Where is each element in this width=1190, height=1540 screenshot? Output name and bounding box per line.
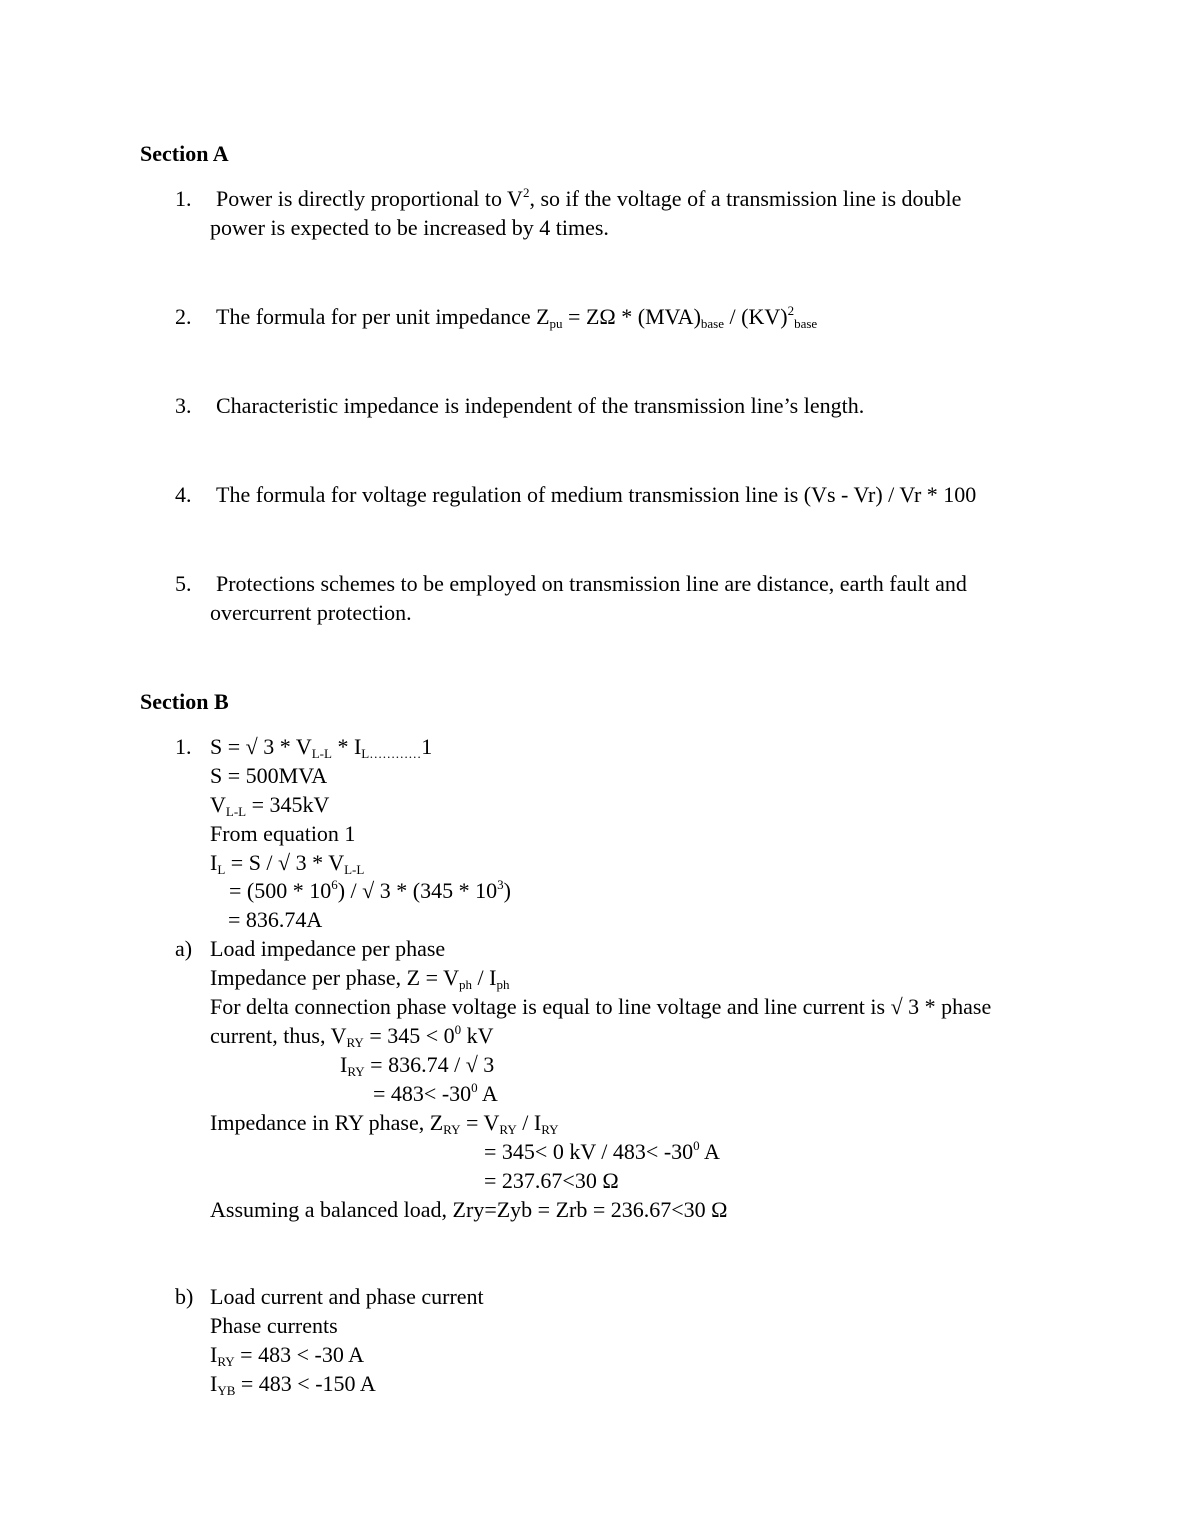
eq-subscript: L-L [225, 804, 247, 819]
equation-line [210, 790, 329, 819]
eq-subscript: L [217, 862, 226, 877]
eq-text: A [699, 1139, 720, 1164]
eq-subscript: RY [541, 1122, 559, 1137]
formula-subscript: base [700, 316, 725, 331]
eq-text: * I [331, 734, 362, 759]
eq-superscript: 3 [497, 877, 504, 892]
eq-text: = 345< 0 kV / 483< -30 [484, 1139, 694, 1164]
eq-text: S = √ 3 * V [210, 734, 312, 759]
formula-superscript: 2 [787, 303, 795, 318]
item-a1-text-cont: , so if the voltage of a transmission line is double [529, 186, 962, 211]
item-a1-line1 [216, 184, 961, 213]
section-a-heading: Section A [140, 141, 229, 166]
item-a5-line2: overcurrent protection. [210, 600, 412, 625]
eq-subscript: L-L [344, 862, 365, 877]
equation-line [340, 1050, 494, 1079]
eq-subscript: RY [217, 1354, 235, 1369]
item-b1-number: 1. [175, 734, 192, 759]
eq-subscript: RY [346, 1035, 364, 1050]
item-a1-superscript: 2 [522, 185, 530, 200]
eq-subscript: ph [459, 977, 473, 992]
eq-text: = 483 < -150 A [235, 1371, 376, 1396]
item-a1-number: 1. [175, 186, 192, 211]
eq-text: I [210, 1342, 218, 1367]
formula-text: = ZΩ * (MVA) [562, 304, 701, 329]
eq-superscript: 6 [331, 877, 338, 892]
equation-line: = 237.67<30 Ω [484, 1168, 619, 1193]
eq-subscript: RY [499, 1122, 517, 1137]
equation-line [210, 732, 432, 761]
formula-subscript: pu [549, 316, 563, 331]
eq-text: = V [460, 1110, 500, 1135]
equation-line [210, 1108, 559, 1137]
eq-superscript: 0 [454, 1022, 462, 1037]
item-a3-number: 3. [175, 393, 192, 418]
formula-subscript: base [794, 316, 818, 331]
item-a5-line1: Protections schemes to be employed on transmission line are distance, earth fault and [216, 571, 967, 596]
item-a1-text: Power is directly proportional to V [216, 186, 523, 211]
eq-text: kV [461, 1023, 494, 1048]
eq-text: = 345 < 0 [363, 1023, 455, 1048]
eq-text: = 345kV [246, 792, 330, 817]
eq-text: Impedance in RY phase, Z [210, 1110, 444, 1135]
equation-line: Assuming a balanced load, Zry=Zyb = Zrb = 236.67<30 Ω [210, 1197, 728, 1222]
item-a1-line2: power is expected to be increased by 4 times. [210, 215, 609, 240]
eq-subscript: L………… [361, 746, 422, 761]
eq-subscript: RY [347, 1064, 365, 1079]
eq-text: I [210, 850, 218, 875]
eq-text: / I [516, 1110, 542, 1135]
eq-text: / I [472, 965, 497, 990]
item-a4-text: The formula for voltage regulation of medium transmission line is (Vs - Vr) / Vr * 100 [216, 482, 977, 507]
eq-text: ) / √ 3 * (345 * 10 [337, 878, 498, 903]
equation-line: Load current and phase current [210, 1284, 484, 1309]
eq-subscript: YB [217, 1383, 236, 1398]
equation-line: Load impedance per phase [210, 936, 446, 961]
equation-line [210, 963, 509, 992]
equation-line [210, 1021, 494, 1050]
eq-text: = 483 < -30 A [234, 1342, 364, 1367]
eq-text: V [210, 792, 226, 817]
item-ba-label: a) [175, 936, 193, 961]
eq-text: = (500 * 10 [229, 878, 332, 903]
item-a2-formula [216, 302, 817, 331]
eq-superscript: 0 [471, 1080, 478, 1095]
eq-text: ) [503, 878, 511, 903]
eq-text: I [210, 1371, 218, 1396]
eq-superscript: 0 [693, 1138, 700, 1153]
eq-text: = 836.74 / √ 3 [364, 1052, 495, 1077]
eq-text: 1 [421, 734, 433, 759]
eq-text: I [340, 1052, 348, 1077]
formula-text: The formula for per unit impedance Z [216, 304, 550, 329]
equation-line [373, 1079, 498, 1108]
formula-text: / (KV) [724, 304, 788, 329]
section-b-heading: Section B [140, 689, 229, 714]
equation-line: For delta connection phase voltage is equal to line voltage and line current is √ 3 * phase [210, 994, 992, 1019]
equation-line: = 836.74A [228, 907, 323, 932]
equation-line: S = 500MVA [210, 763, 328, 788]
item-a2-number: 2. [175, 304, 192, 329]
item-a4-number: 4. [175, 482, 192, 507]
equation-line: Phase currents [210, 1313, 338, 1338]
eq-text: = S / √ 3 * V [225, 850, 345, 875]
equation-line: From equation 1 [210, 821, 356, 846]
item-bb-label: b) [175, 1284, 194, 1309]
eq-subscript: ph [496, 977, 510, 992]
equation-line [210, 1340, 364, 1369]
eq-subscript: RY [443, 1122, 461, 1137]
eq-text: current, thus, V [210, 1023, 347, 1048]
equation-line [210, 848, 364, 877]
equation-line [210, 1369, 376, 1398]
item-a5-number: 5. [175, 571, 192, 596]
equation-line [229, 876, 511, 905]
eq-subscript: L-L [311, 746, 332, 761]
item-a3-text: Characteristic impedance is independent of the transmission line’s length. [216, 393, 865, 418]
eq-text: = 483< -30 [373, 1081, 472, 1106]
eq-text: Impedance per phase, Z = V [210, 965, 460, 990]
equation-line [484, 1137, 720, 1166]
eq-text: A [477, 1081, 498, 1106]
